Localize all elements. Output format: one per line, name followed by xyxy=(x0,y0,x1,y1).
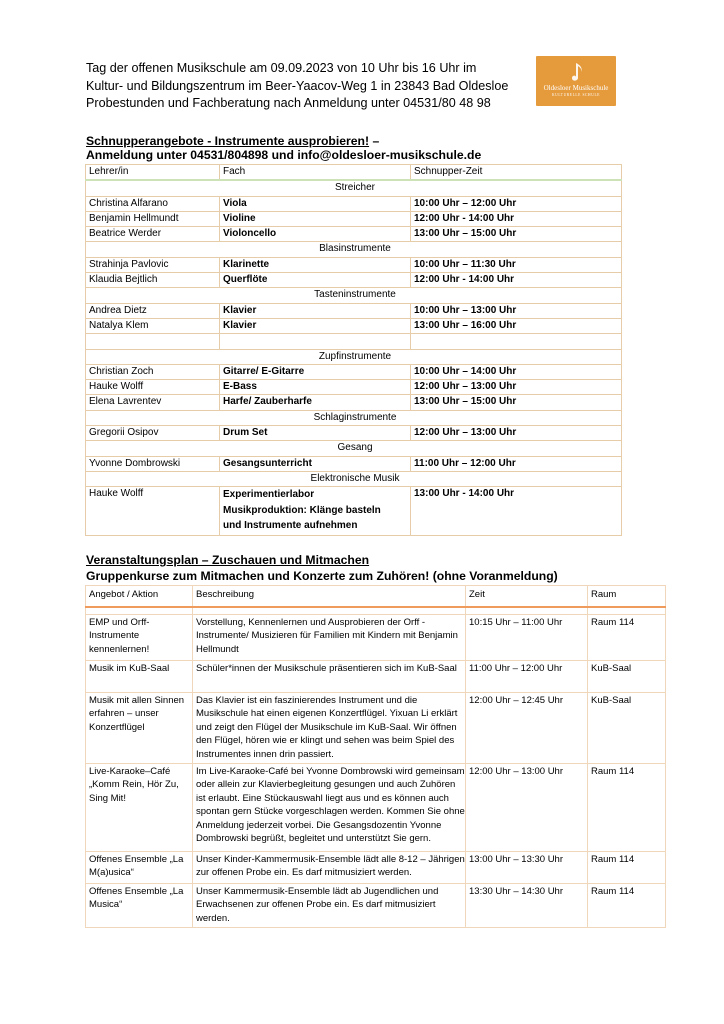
beschreibung-cell: Das Klavier ist ein faszinierendes Instrument und die Musikschule hat einen eigenen Konzertflügel. Yixuan Li erklärt und zeigt den Flügel der Musikschule im KuB-Saal. Wir öffnen den Flügel, hören wie er klingt und sehen was beim Spiel des Instrumentes innen drin passiert. xyxy=(193,693,466,764)
subject-cell: Viola xyxy=(220,196,411,211)
table-row xyxy=(86,661,666,693)
teacher-cell: Benjamin Hellmundt xyxy=(86,211,220,226)
teacher-cell: Beatrice Werder xyxy=(86,227,220,242)
group-label: Zupfinstrumente xyxy=(86,349,622,364)
table-row xyxy=(86,615,666,661)
raum-cell: Raum 114 xyxy=(588,884,666,928)
section1-title-suffix: – xyxy=(369,134,380,148)
spacer-cell xyxy=(193,607,466,615)
raum-cell: KuB-Saal xyxy=(588,661,666,693)
teacher-cell: Andrea Dietz xyxy=(86,303,220,318)
beschreibung-cell: Vorstellung, Kennenlernen und Ausprobieren der Orff - Instrumente/ Musizieren für Familien mit Kindern mit Benjamin Hellmundt xyxy=(193,615,466,661)
beschreibung-cell: Unser Kinder-Kammermusik-Ensemble lädt alle 8-12 – Jährigen zur offenen Probe ein. Es darf mitmusiziert werden. xyxy=(193,852,466,884)
intro-line: Probestunden und Fachberatung nach Anmeldung unter 04531/80 48 98 xyxy=(86,96,491,110)
section1-title xyxy=(86,133,379,149)
time-cell: 10:00 Uhr – 14:00 Uhr xyxy=(411,364,622,379)
teacher-cell: Christina Alfarano xyxy=(86,196,220,211)
beschreibung-cell: Schüler*innen der Musikschule präsentieren sich im KuB-Saal xyxy=(193,661,466,693)
group-row xyxy=(86,288,622,303)
logo-name: Oldesloer Musikschule xyxy=(543,84,609,92)
subject-cell: Drum Set xyxy=(220,426,411,441)
table-row xyxy=(86,487,622,536)
subject-line: Experimentierlabor xyxy=(223,489,315,501)
table-row xyxy=(86,364,622,379)
time-cell: 13:00 Uhr – 15:00 Uhr xyxy=(411,395,622,410)
column-header: Zeit xyxy=(466,586,588,608)
table-row xyxy=(86,456,622,471)
section2-subtitle: Gruppenkurse zum Mitmachen und Konzerte zum Zuhören! (ohne Voranmeldung) xyxy=(86,569,558,583)
column-header: Angebot / Aktion xyxy=(86,586,193,608)
table-row xyxy=(86,693,666,764)
column-header: Beschreibung xyxy=(193,586,466,608)
beschreibung-cell: Im Live-Karaoke-Café bei Yvonne Dombrowski wird gemeinsam oder allein zur Klavierbegleitung gesungen und auch Zuhören ist erlaubt. Eine Stückauswahl liegt aus und es können auch spontan gern Stücke vorgeschlagen werden. Kommen Sie ohne Anmeldung jederzeit vorbei. Die Gesangsdozentin Yvonne Dombrowski begrüßt, begleitet und unterstützt Sie gern. xyxy=(193,764,466,852)
subject-cell: Gitarre/ E-Gitarre xyxy=(220,364,411,379)
time-cell: 12:00 Uhr – 13:00 Uhr xyxy=(411,380,622,395)
table-row xyxy=(86,852,666,884)
time-cell: 12:00 Uhr - 14:00 Uhr xyxy=(411,211,622,226)
teacher-cell: Gregorii Osipov xyxy=(86,426,220,441)
group-label: Streicher xyxy=(86,180,622,196)
teacher-cell: Hauke Wolff xyxy=(86,380,220,395)
subject-cell: Violoncello xyxy=(220,227,411,242)
table-row xyxy=(86,227,622,242)
subject-cell: Violine xyxy=(220,211,411,226)
zeit-cell: 12:00 Uhr – 12:45 Uhr xyxy=(466,693,588,764)
empty-cell xyxy=(220,334,411,349)
subject-cell: E-Bass xyxy=(220,380,411,395)
table-row xyxy=(86,380,622,395)
teacher-cell: Christian Zoch xyxy=(86,364,220,379)
angebot-cell: Musik im KuB-Saal xyxy=(86,661,193,693)
empty-row xyxy=(86,334,622,349)
subject-cell: Gesangsunterricht xyxy=(220,456,411,471)
veranstaltung-table xyxy=(85,585,666,928)
column-header: Fach xyxy=(220,165,411,181)
schnupper-table xyxy=(85,164,622,536)
group-label: Blasinstrumente xyxy=(86,242,622,257)
section1-title-text: Schnupperangebote - Instrumente ausprobieren! xyxy=(86,134,370,148)
time-cell: 12:00 Uhr - 14:00 Uhr xyxy=(411,273,622,288)
table-row xyxy=(86,196,622,211)
section1-subtitle: Anmeldung unter 04531/804898 und info@oldesloer-musikschule.de xyxy=(86,148,482,162)
subject-line: und Instrumente aufnehmen xyxy=(223,520,358,532)
group-label: Gesang xyxy=(86,441,622,456)
raum-cell: Raum 114 xyxy=(588,764,666,852)
table-row xyxy=(86,395,622,410)
subject-cell: Klarinette xyxy=(220,257,411,272)
teacher-cell: Strahinja Pavlovic xyxy=(86,257,220,272)
angebot-cell: Offenes Ensemble „La Musica“ xyxy=(86,884,193,928)
table-row xyxy=(86,426,622,441)
spacer-cell xyxy=(466,607,588,615)
teacher-cell: Natalya Klem xyxy=(86,318,220,333)
time-cell: 13:00 Uhr – 16:00 Uhr xyxy=(411,318,622,333)
table-row xyxy=(86,303,622,318)
empty-cell xyxy=(86,334,220,349)
zeit-cell: 13:00 Uhr – 13:30 Uhr xyxy=(466,852,588,884)
spacer-cell xyxy=(86,607,193,615)
teacher-cell: Klaudia Bejtlich xyxy=(86,273,220,288)
zeit-cell: 10:15 Uhr – 11:00 Uhr xyxy=(466,615,588,661)
time-cell: 12:00 Uhr – 13:00 Uhr xyxy=(411,426,622,441)
column-header: Schnupper-Zeit xyxy=(411,165,622,181)
empty-cell xyxy=(411,334,622,349)
group-row xyxy=(86,349,622,364)
group-row xyxy=(86,471,622,486)
table-row xyxy=(86,884,666,928)
subject-cell: Querflöte xyxy=(220,273,411,288)
teacher-cell: Hauke Wolff xyxy=(86,487,220,536)
raum-cell: Raum 114 xyxy=(588,852,666,884)
subject-cell: Klavier xyxy=(220,303,411,318)
intro-text xyxy=(86,60,516,113)
group-label: Tasteninstrumente xyxy=(86,288,622,303)
section2-title: Veranstaltungsplan – Zuschauen und Mitmachen xyxy=(86,553,370,567)
group-label: Elektronische Musik xyxy=(86,471,622,486)
column-header: Lehrer/in xyxy=(86,165,220,181)
zeit-cell: 12:00 Uhr – 13:00 Uhr xyxy=(466,764,588,852)
group-row xyxy=(86,242,622,257)
musikschule-logo xyxy=(536,56,616,106)
table-row xyxy=(86,257,622,272)
time-cell: 10:00 Uhr – 11:30 Uhr xyxy=(411,257,622,272)
table-row xyxy=(86,318,622,333)
intro-line: Kultur- und Bildungszentrum im Beer-Yaacov-Weg 1 in 23843 Bad Oldesloe xyxy=(86,78,509,93)
subject-cell xyxy=(220,487,411,536)
group-row xyxy=(86,410,622,425)
spacer-row xyxy=(86,607,666,615)
group-label: Schlaginstrumente xyxy=(86,410,622,425)
angebot-cell: Offenes Ensemble „La M(a)usica“ xyxy=(86,852,193,884)
raum-cell: Raum 114 xyxy=(588,615,666,661)
teacher-cell: Elena Lavrentev xyxy=(86,395,220,410)
table-row xyxy=(86,764,666,852)
zeit-cell: 13:30 Uhr – 14:30 Uhr xyxy=(466,884,588,928)
time-cell: 13:00 Uhr - 14:00 Uhr xyxy=(411,487,622,536)
table-row xyxy=(86,211,622,226)
subject-cell: Harfe/ Zauberharfe xyxy=(220,395,411,410)
table-header-row xyxy=(86,586,666,608)
subject-line: Musikproduktion: Klänge basteln xyxy=(223,504,381,516)
teacher-cell: Yvonne Dombrowski xyxy=(86,456,220,471)
subject-cell: Klavier xyxy=(220,318,411,333)
table-row xyxy=(86,273,622,288)
intro-line: Tag der offenen Musikschule am 09.09.2023 von 10 Uhr bis 16 Uhr im xyxy=(86,61,477,75)
angebot-cell: EMP und Orff-Instrumente kennenlernen! xyxy=(86,615,193,661)
group-row xyxy=(86,441,622,456)
time-cell: 11:00 Uhr – 12:00 Uhr xyxy=(411,456,622,471)
time-cell: 13:00 Uhr – 15:00 Uhr xyxy=(411,227,622,242)
music-note-icon xyxy=(566,60,586,84)
zeit-cell: 11:00 Uhr – 12:00 Uhr xyxy=(466,661,588,693)
logo-subtitle: KULTURELLE SCHULE xyxy=(551,93,601,97)
column-header: Raum xyxy=(588,586,666,608)
time-cell: 10:00 Uhr – 12:00 Uhr xyxy=(411,196,622,211)
spacer-cell xyxy=(588,607,666,615)
group-row xyxy=(86,180,622,196)
time-cell: 10:00 Uhr – 13:00 Uhr xyxy=(411,303,622,318)
angebot-cell: Musik mit allen Sinnen erfahren – unser Konzertflügel xyxy=(86,693,193,764)
table-header-row xyxy=(86,165,622,181)
angebot-cell: Live-Karaoke–Café „Komm Rein, Hör Zu, Sing Mit! xyxy=(86,764,193,852)
beschreibung-cell: Unser Kammermusik-Ensemble lädt ab Jugendlichen und Erwachsenen zur offenen Probe ein. Es darf mitmusiziert werden. xyxy=(193,884,466,928)
raum-cell: KuB-Saal xyxy=(588,693,666,764)
